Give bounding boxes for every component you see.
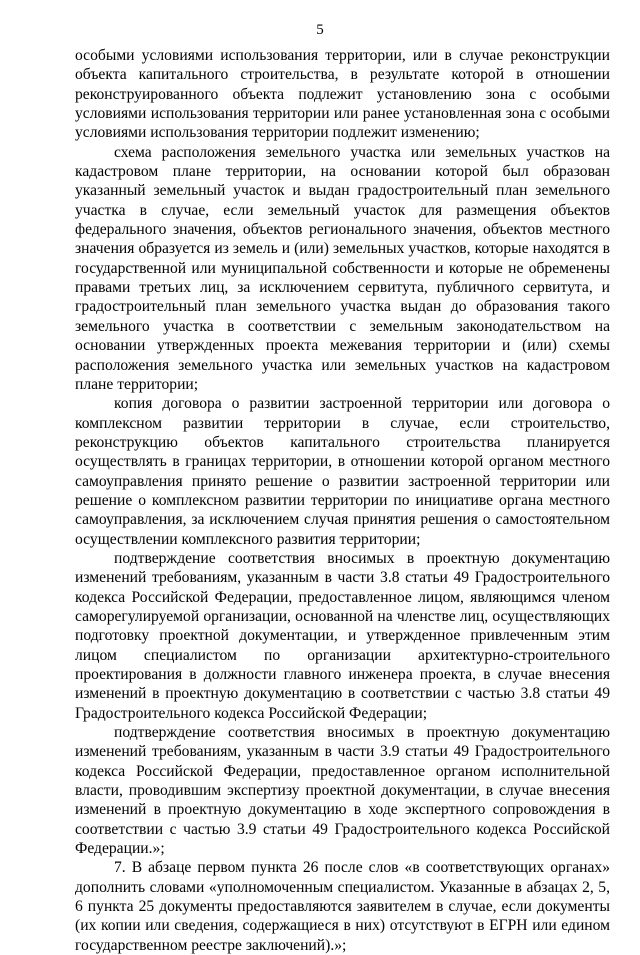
paragraph-development-agreement: копия договора о развитии застроенной территории или договора о комплексном развитии территории в случае, если строительство, реконструкцию объектов капитального строительства планируется осуществлять в границах территории, в отношении которой органом местного самоуправления принято решение о развитии застроенной территории или решение о комплексном развитии территории по инициативе органа местного самоуправления, за исключением случая принятия решения о самостоятельном осуществлении комплексного развития территории; bbox=[75, 395, 610, 548]
paragraph-continuation: особыми условиями использования территории, или в случае реконструкции объекта капитального строительства, в результате которой в отношении реконструированного объекта подлежит установлению зона с особыми условиями использования территории или ранее установленная зона с особыми условиями использования территории подлежит изменению; bbox=[75, 47, 610, 142]
paragraph-confirmation-3-8: подтверждение соответствия вносимых в проектную документацию изменений требованиям, указанным в части 3.8 статьи 49 Градостроительного кодекса Российской Федерации, предоставленное лицом, являющимся членом саморегулируемой организации, основанной на членстве лиц, осуществляющих подготовку проектной документации, и утвержденное привлеченным этим лицом специалистом по организации архитектурно-строительного проектирования в должности главного инженера проекта, в случае внесения изменений в проектную документацию в соответствии с частью 3.8 статьи 49 Градостроительного кодекса Российской Федерации; bbox=[75, 549, 610, 722]
document-body bbox=[75, 46, 610, 955]
paragraph-item-7: 7. В абзаце первом пункта 26 после слов «в соответствующих органах» дополнить словами «уполномоченным специалистом. Указанные в абзацах 2, 5, 6 пункта 25 документы предоставляются заявителем в случае, если документы (их копии или сведения, содержащиеся в них) отсутствуют в ЕГРН или едином государственном реестре заключений).»; bbox=[75, 859, 610, 954]
paragraph-cadastral-scheme: схема расположения земельного участка или земельных участков на кадастровом плане территории, на основании которой был образован указанный земельный участок и выдан градостроительный план земельного участка в случае, если земельный участок для размещения объектов федерального значения, объектов регионального значения, объектов местного значения образуется из земель и (или) земельных участков, которые находятся в государственной или муниципальной собственности и которые не обременены правами третьих лиц, за исключением сервитута, публичного сервитута, и градостроительный план земельного участка выдан до образования такого земельного участка в соответствии с земельным законодательством на основании утвержденных проекта межевания территории и (или) схемы расположения земельного участка или земельных участков на кадастровом плане территории; bbox=[75, 143, 610, 393]
page-number: 5 bbox=[316, 22, 324, 38]
paragraph-confirmation-3-9: подтверждение соответствия вносимых в проектную документацию изменений требованиям, указанным в части 3.9 статьи 49 Градостроительного кодекса Российской Федерации, предоставленное органом исполнительной власти, проводившим экспертизу проектной документации, в случае внесения изменений в проектную документацию в ходе экспертного сопровождения в соответствии с частью 3.9 статьи 49 Градостроительного кодекса Российской Федерации.»; bbox=[75, 724, 610, 858]
